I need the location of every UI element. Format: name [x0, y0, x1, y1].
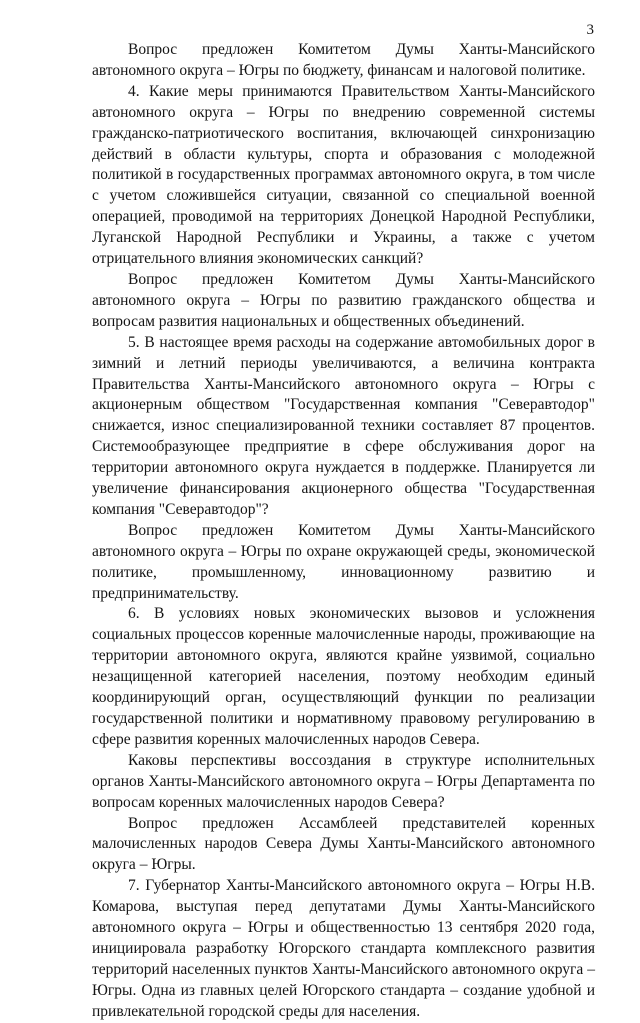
paragraph: Вопрос предложен Комитетом Думы Ханты-Мансийского автономного округа – Югры по охране окружающей среды, экономической политике, промышленному, инновационному развитию и предпринимательству. — [92, 521, 595, 602]
paragraph: Вопрос предложен Комитетом Думы Ханты-Мансийского автономного округа – Югры по бюджету, финансам и налоговой политике. — [92, 41, 595, 79]
paragraph: Вопрос предложен Ассамблеей представителей коренных малочисленных народов Севера Думы Ханты-Мансийского автономного округа – Югры. — [92, 814, 595, 874]
paragraph: Каковы перспективы воссоздания в структуре исполнительных органов Ханты-Мансийского автономного округа – Югры Департамента по вопросам коренных малочисленных народов Севера? — [92, 751, 595, 811]
paragraph: 6. В условиях новых экономических вызовов и усложнения социальных процессов коренные малочисленные народы, проживающие на территории автономного округа, являются крайне уязвимой, социально незащищенной категорией населения, поэтому необходим единый координирующий орган, осуществляющий функции по реализации государственной политики и нормативному правовому регулированию в сфере развития коренных малочисленных народов Севера. — [92, 605, 595, 748]
document-body — [92, 40, 595, 1023]
paragraph: 5. В настоящее время расходы на содержание автомобильных дорог в зимний и летний периоды увеличиваются, а величина контракта Правительства Ханты-Мансийского автономного округа – Югры с акционерным обществом "Государственная компания "Северавтодор" снижается, износ специализированной техники составляет 87 процентов. Системообразующее предприятие в сфере обслуживания дорог на территории автономного округа нуждается в поддержке. Планируется ли увеличение финансирования акционерного общества "Государственная компания "Северавтодор"? — [92, 333, 595, 518]
page-number: 3 — [586, 22, 594, 38]
paragraph: 7. Губернатор Ханты-Мансийского автономного округа – Югры Н.В. Комарова, выступая перед депутатами Думы Ханты-Мансийского автономного округа – Югры и общественностью 13 сентября 2020 года, инициировала разработку Югорского стандарта комплексного развития территорий населенных пунктов Ханты-Мансийского автономного округа – Югры. Одна из главных целей Югорского стандарта – создание удобной и привлекательной городской среды для населения. — [92, 877, 595, 1020]
paragraph: Вопрос предложен Комитетом Думы Ханты-Мансийского автономного округа – Югры по развитию гражданского общества и вопросам развития национальных и общественных объединений. — [92, 270, 595, 330]
paragraph: 4. Какие меры принимаются Правительством Ханты-Мансийского автономного округа – Югры по внедрению современной системы гражданско-патриотического воспитания, включающей синхронизацию действий в области культуры, спорта и образования с молодежной политикой в государственных программах автономного округа, в том числе с учетом сложившейся ситуации, связанной со специальной военной операцией, проводимой на территориях Донецкой Народной Республики, Луганской Народной Республики и Украины, а также с учетом отрицательного влияния экономических санкций? — [92, 82, 595, 268]
